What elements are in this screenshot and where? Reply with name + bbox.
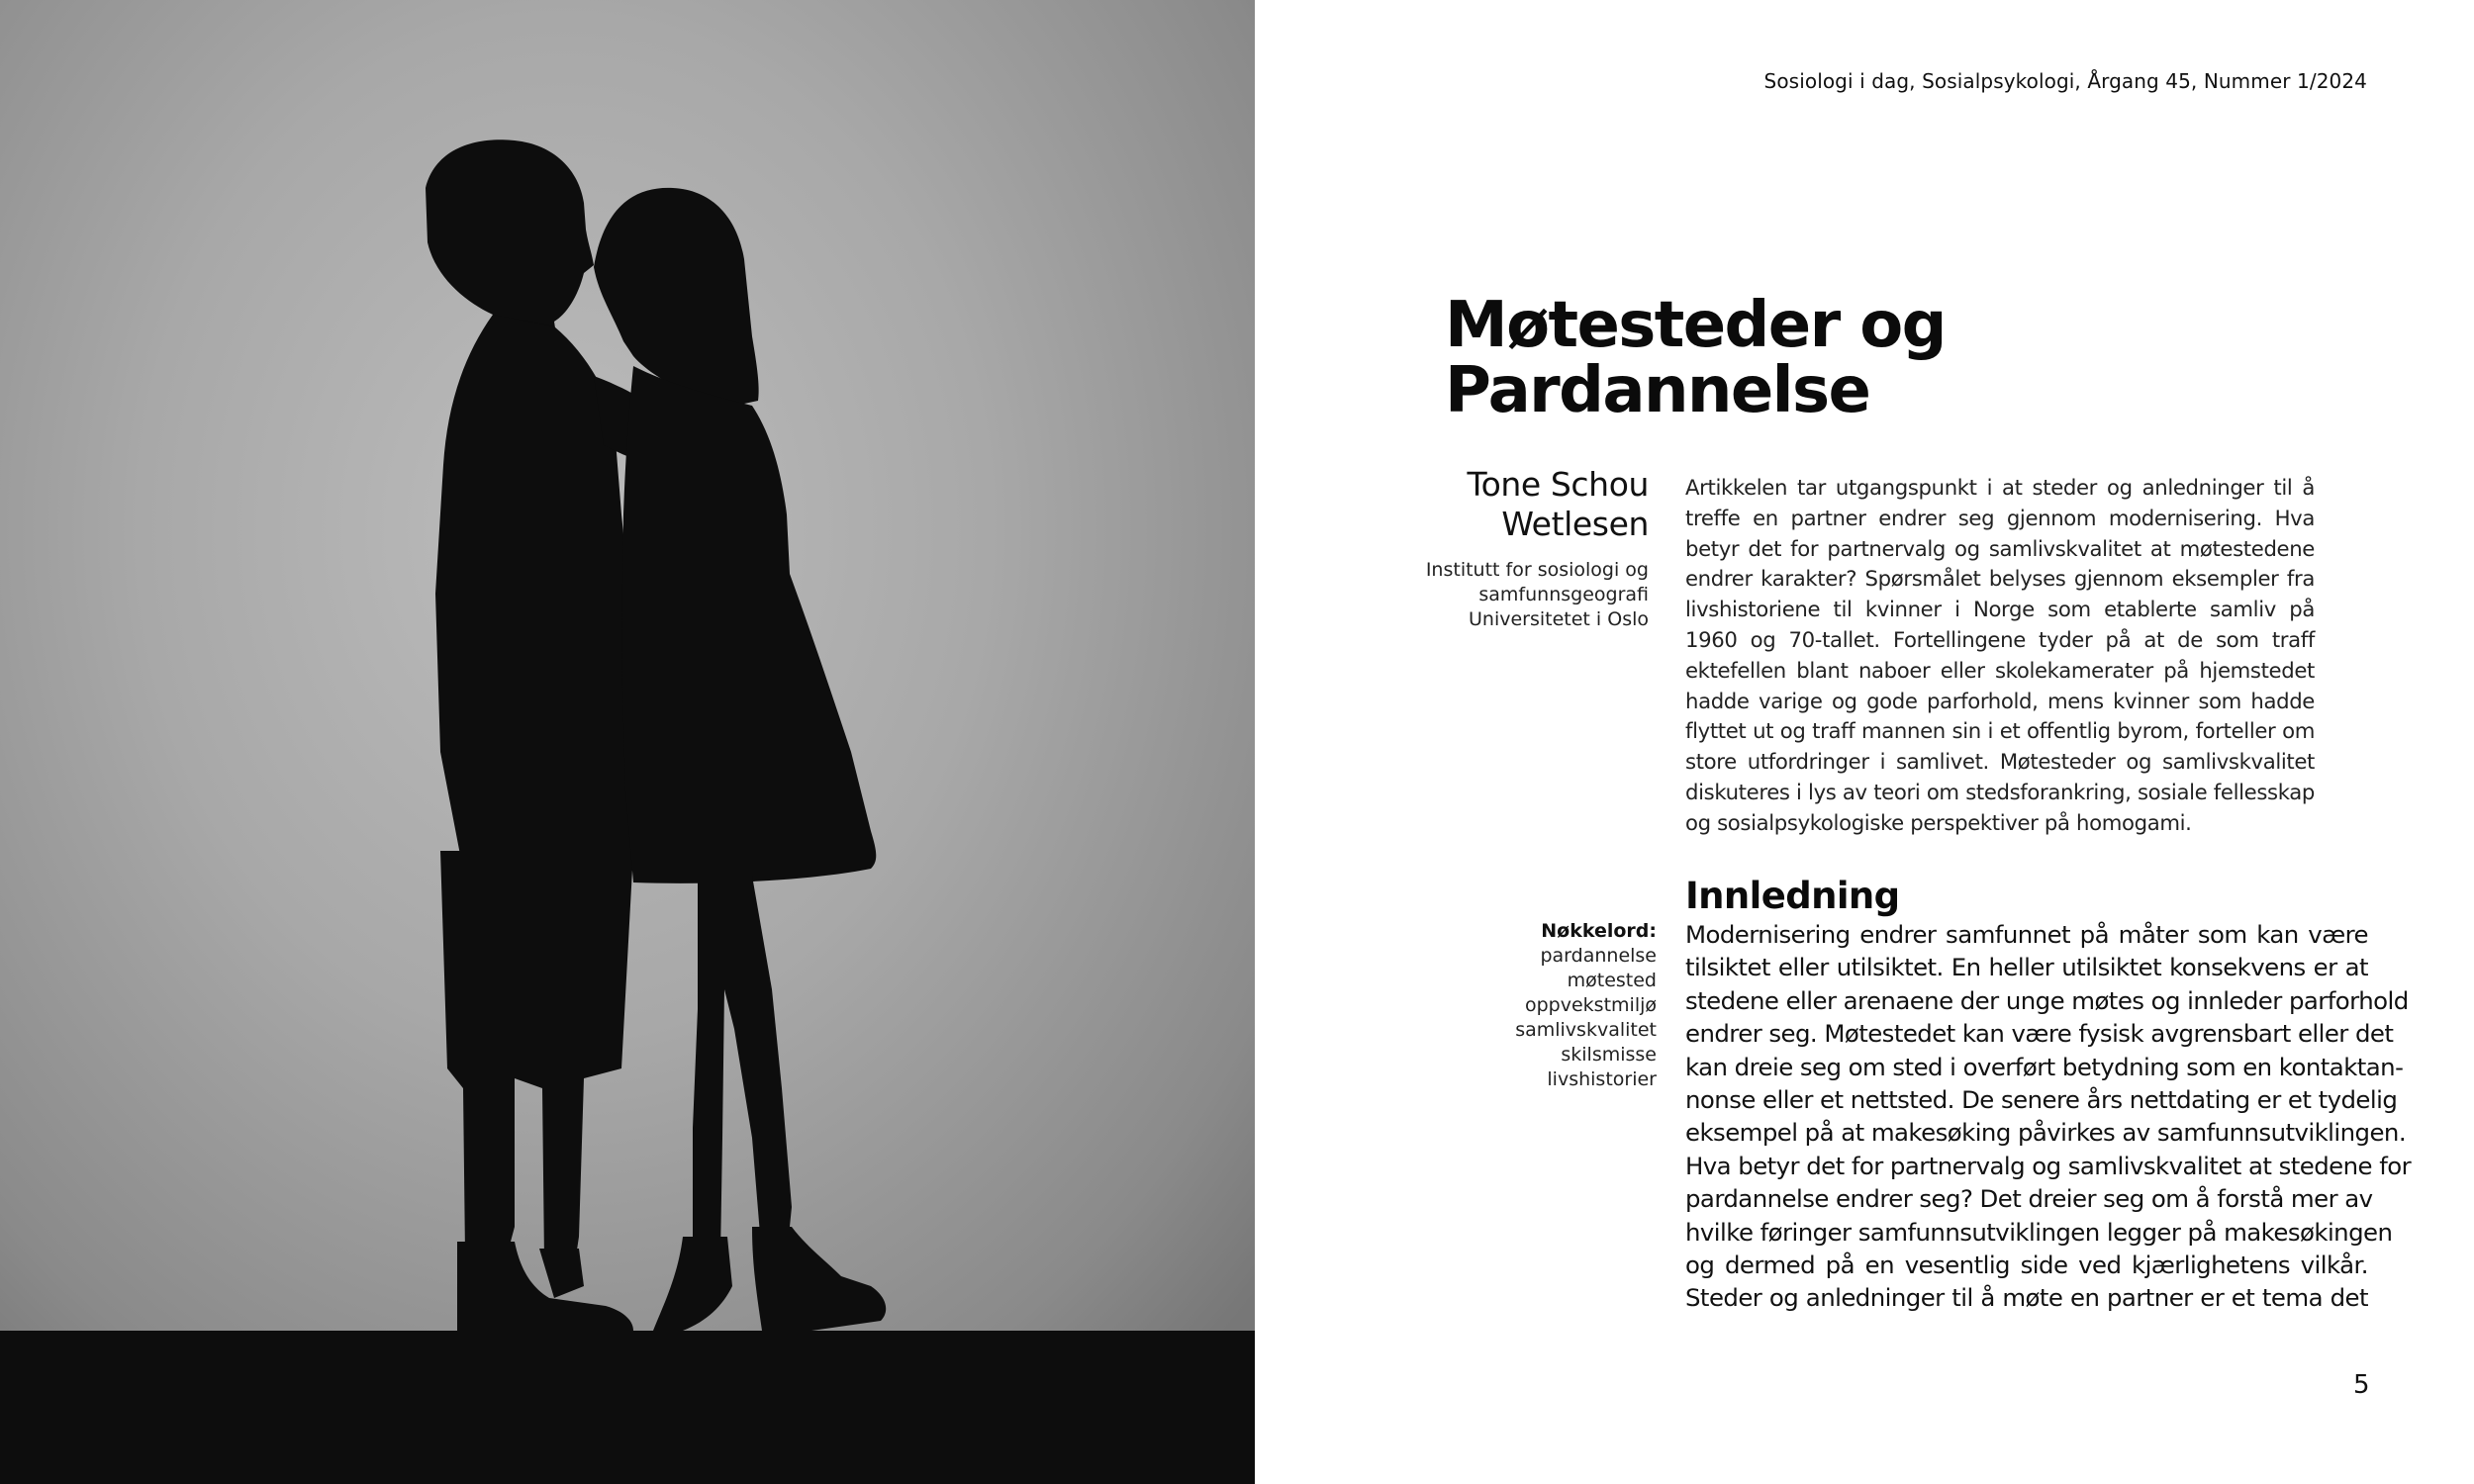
keyword-item: skilsmisse xyxy=(1561,1044,1657,1066)
keyword-item: møtested xyxy=(1567,970,1657,991)
author-block xyxy=(1385,465,1649,632)
author-name-line: Wetlesen xyxy=(1501,505,1649,543)
author-name xyxy=(1385,465,1649,544)
body-line: og dermed på en vesentlig side ved kjærlighetens vilkår. xyxy=(1685,1251,2368,1280)
article-title-line: Møtesteder og xyxy=(1445,289,1946,362)
body-line: Modernisering endrer samfunnet på måter som kan være xyxy=(1685,920,2368,949)
page-number: 5 xyxy=(2353,1370,2370,1400)
body-text xyxy=(1685,918,2412,1315)
affiliation-line: samfunnsgeografi xyxy=(1478,584,1649,605)
running-head xyxy=(1764,69,2367,93)
body-line: Hva betyr det for partnervalg og samlivskvalitet at stedene for xyxy=(1685,1151,2412,1180)
keyword-item: pardannelse xyxy=(1540,945,1657,967)
keyword-item: samlivskvalitet xyxy=(1515,1019,1657,1041)
journal-section: , Sosialpsykologi xyxy=(1909,69,2074,93)
journal-volume: , Årgang 45 xyxy=(2074,69,2191,93)
body-line: kan dreie seg om sted i overført betydning som en kontaktan- xyxy=(1685,1052,2404,1081)
journal-name: Sosiologi i dag xyxy=(1763,69,1910,93)
author-affiliation xyxy=(1385,558,1649,632)
keyword-item: livshistorier xyxy=(1547,1068,1657,1090)
section-heading: Innledning xyxy=(1685,875,1900,917)
body-line: eksempel på at makesøking påvirkes av samfunnsutviklingen. xyxy=(1685,1118,2407,1148)
body-line: nonse eller et nettsted. De senere års nettdating er et tydelig xyxy=(1685,1085,2398,1115)
affiliation-line: Universitetet i Oslo xyxy=(1469,608,1649,630)
keyword-item: oppvekstmiljø xyxy=(1525,994,1657,1016)
journal-issue: , Nummer 1/2024 xyxy=(2191,69,2367,93)
body-line: pardannelse endrer seg? Det dreier seg om å forstå mer av xyxy=(1685,1184,2373,1214)
abstract: Artikkelen tar utgangspunkt i at steder og anledninger til å treffe en partner endrer seg gjennom modernisering. Hva betyr det for partnervalg og samlivskvalitet at møtestedene endrer karakter? Spørsmålet belyses gjennom eksempler fra livshistoriene til kvinner i Norge som etablerte samliv på 1960 og 70-tallet. Fortellingene tyder på at de som traff ektefellen blant naboer eller skolekamerater på hjemstedet hadde varige og gode parforhold, mens kvinner som hadde flyttet ut og traff mannen sin i et offentlig byrom, forteller om store utfordringer i samlivet. Møtesteder og samlivskvalitet diskuteres i lys av teori om stedsforankring, sosiale fellesskap og sosialpsykologiske perspektiver på homogami. xyxy=(1685,475,2315,835)
affiliation-line: Institutt for sosiologi og xyxy=(1425,559,1649,581)
article-title xyxy=(1445,289,2157,427)
body-line: Steder og anledninger til å møte en partner er et tema det xyxy=(1685,1283,2368,1313)
keywords-heading: Nøkkelord: xyxy=(1541,920,1657,942)
keywords-block xyxy=(1385,918,1657,1092)
body-line: tilsiktet eller utilsiktet. En heller utilsiktet konsekvens er at xyxy=(1685,953,2368,982)
article-title-line: Pardannelse xyxy=(1445,354,1870,427)
body-line: endrer seg. Møtestedet kan være fysisk avgrensbart eller det xyxy=(1685,1019,2394,1049)
body-line: stedene eller arenaene der unge møtes og innleder parforhold xyxy=(1685,985,2409,1015)
author-name-line: Tone Schou xyxy=(1467,465,1649,504)
body-line: hvilke føringer samfunnsutviklingen legger på makesøkingen xyxy=(1685,1217,2393,1247)
